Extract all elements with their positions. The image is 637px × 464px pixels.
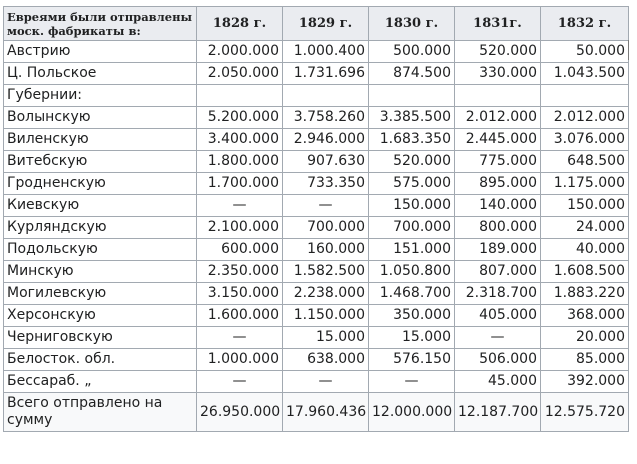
value-cell: 600.000 [197, 239, 283, 261]
total-label: Всего отправлено на сумму [4, 393, 197, 432]
value-cell: 392.000 [541, 371, 629, 393]
row-label: Витебскую [4, 151, 197, 173]
value-cell: 800.000 [455, 217, 541, 239]
row-label: Киевскую [4, 195, 197, 217]
value-cell: 1.050.800 [369, 261, 455, 283]
table-row [4, 217, 629, 239]
table-row [4, 261, 629, 283]
value-cell: 1.150.000 [283, 305, 369, 327]
value-cell: 3.400.000 [197, 129, 283, 151]
value-cell: 368.000 [541, 305, 629, 327]
value-cell: 775.000 [455, 151, 541, 173]
table-row [4, 129, 629, 151]
row-label: Бессараб. „ [4, 371, 197, 393]
value-cell: 24.000 [541, 217, 629, 239]
table-row [4, 283, 629, 305]
value-cell: 2.012.000 [541, 107, 629, 129]
value-cell: 700.000 [369, 217, 455, 239]
table-row [4, 371, 629, 393]
row-label: Виленскую [4, 129, 197, 151]
shipments-table [3, 6, 629, 432]
value-cell: 1.175.000 [541, 173, 629, 195]
year-header: 1831г. [455, 7, 541, 41]
value-cell: 3.076.000 [541, 129, 629, 151]
value-cell: — [283, 371, 369, 393]
value-cell: 576.150 [369, 349, 455, 371]
row-label: Ц. Польское [4, 63, 197, 85]
table-row [4, 151, 629, 173]
year-header: 1832 г. [541, 7, 629, 41]
value-cell [541, 85, 629, 107]
value-cell [455, 85, 541, 107]
value-cell: 2.238.000 [283, 283, 369, 305]
table-container [3, 6, 628, 432]
value-cell: 45.000 [455, 371, 541, 393]
value-cell: 160.000 [283, 239, 369, 261]
value-cell: 1.731.696 [283, 63, 369, 85]
row-label: Белосток. обл. [4, 349, 197, 371]
value-cell: — [369, 371, 455, 393]
value-cell: 330.000 [455, 63, 541, 85]
row-label: Австрию [4, 41, 197, 63]
value-cell: 15.000 [369, 327, 455, 349]
table-row [4, 173, 629, 195]
row-label: Гродненскую [4, 173, 197, 195]
table-row [4, 349, 629, 371]
value-cell: 2.350.000 [197, 261, 283, 283]
value-cell: 520.000 [455, 41, 541, 63]
value-cell: 150.000 [541, 195, 629, 217]
value-cell: 807.000 [455, 261, 541, 283]
value-cell: 1.800.000 [197, 151, 283, 173]
value-cell: 1.000.400 [283, 41, 369, 63]
table-row [4, 107, 629, 129]
value-cell: — [197, 195, 283, 217]
value-cell [197, 85, 283, 107]
value-cell: 506.000 [455, 349, 541, 371]
table-row [4, 305, 629, 327]
row-label: Минскую [4, 261, 197, 283]
value-cell: 189.000 [455, 239, 541, 261]
value-cell: 20.000 [541, 327, 629, 349]
value-cell: 1.700.000 [197, 173, 283, 195]
table-row [4, 239, 629, 261]
value-cell: 5.200.000 [197, 107, 283, 129]
value-cell: 85.000 [541, 349, 629, 371]
table-row [4, 195, 629, 217]
value-cell: 2.050.000 [197, 63, 283, 85]
row-label: Волынскую [4, 107, 197, 129]
value-cell: 895.000 [455, 173, 541, 195]
row-label: Могилевскую [4, 283, 197, 305]
row-label: Херсонскую [4, 305, 197, 327]
value-cell: 1.043.500 [541, 63, 629, 85]
table-row [4, 327, 629, 349]
value-cell: 2.100.000 [197, 217, 283, 239]
value-cell: 1.468.700 [369, 283, 455, 305]
total-value-cell: 12.187.700 [455, 393, 541, 432]
table-row [4, 85, 629, 107]
value-cell: 500.000 [369, 41, 455, 63]
table-row [4, 63, 629, 85]
value-cell: 638.000 [283, 349, 369, 371]
value-cell: 40.000 [541, 239, 629, 261]
value-cell: 2.000.000 [197, 41, 283, 63]
value-cell: 1.000.000 [197, 349, 283, 371]
value-cell: 405.000 [455, 305, 541, 327]
value-cell: — [197, 327, 283, 349]
value-cell: 150.000 [369, 195, 455, 217]
value-cell: 648.500 [541, 151, 629, 173]
total-row [4, 393, 629, 432]
value-cell: 575.000 [369, 173, 455, 195]
value-cell: 151.000 [369, 239, 455, 261]
year-header: 1828 г. [197, 7, 283, 41]
value-cell: 3.150.000 [197, 283, 283, 305]
total-value-cell: 26.950.000 [197, 393, 283, 432]
value-cell: 520.000 [369, 151, 455, 173]
row-label: Курляндскую [4, 217, 197, 239]
header-label-cell: Евреями были отправлены моск. фабрикаты в: [4, 7, 197, 41]
table-row [4, 41, 629, 63]
year-header: 1829 г. [283, 7, 369, 41]
value-cell: — [197, 371, 283, 393]
scroll-edge-divider [628, 40, 629, 60]
value-cell: 700.000 [283, 217, 369, 239]
value-cell [283, 85, 369, 107]
row-label: Губернии: [4, 85, 197, 107]
value-cell: 3.758.260 [283, 107, 369, 129]
header-row [4, 7, 629, 41]
value-cell: 50.000 [541, 41, 629, 63]
value-cell: — [283, 195, 369, 217]
row-label: Черниговскую [4, 327, 197, 349]
row-label: Подольскую [4, 239, 197, 261]
value-cell: — [455, 327, 541, 349]
year-header: 1830 г. [369, 7, 455, 41]
value-cell [369, 85, 455, 107]
value-cell: 1.608.500 [541, 261, 629, 283]
value-cell: 2.445.000 [455, 129, 541, 151]
total-value-cell: 17.960.436 [283, 393, 369, 432]
value-cell: 733.350 [283, 173, 369, 195]
value-cell: 140.000 [455, 195, 541, 217]
total-value-cell: 12.575.720 [541, 393, 629, 432]
value-cell: 3.385.500 [369, 107, 455, 129]
value-cell: 1.582.500 [283, 261, 369, 283]
value-cell: 1.683.350 [369, 129, 455, 151]
value-cell: 2.318.700 [455, 283, 541, 305]
value-cell: 15.000 [283, 327, 369, 349]
value-cell: 350.000 [369, 305, 455, 327]
value-cell: 907.630 [283, 151, 369, 173]
value-cell: 1.600.000 [197, 305, 283, 327]
value-cell: 874.500 [369, 63, 455, 85]
total-value-cell: 12.000.000 [369, 393, 455, 432]
value-cell: 2.012.000 [455, 107, 541, 129]
value-cell: 1.883.220 [541, 283, 629, 305]
table-body [4, 41, 629, 432]
value-cell: 2.946.000 [283, 129, 369, 151]
